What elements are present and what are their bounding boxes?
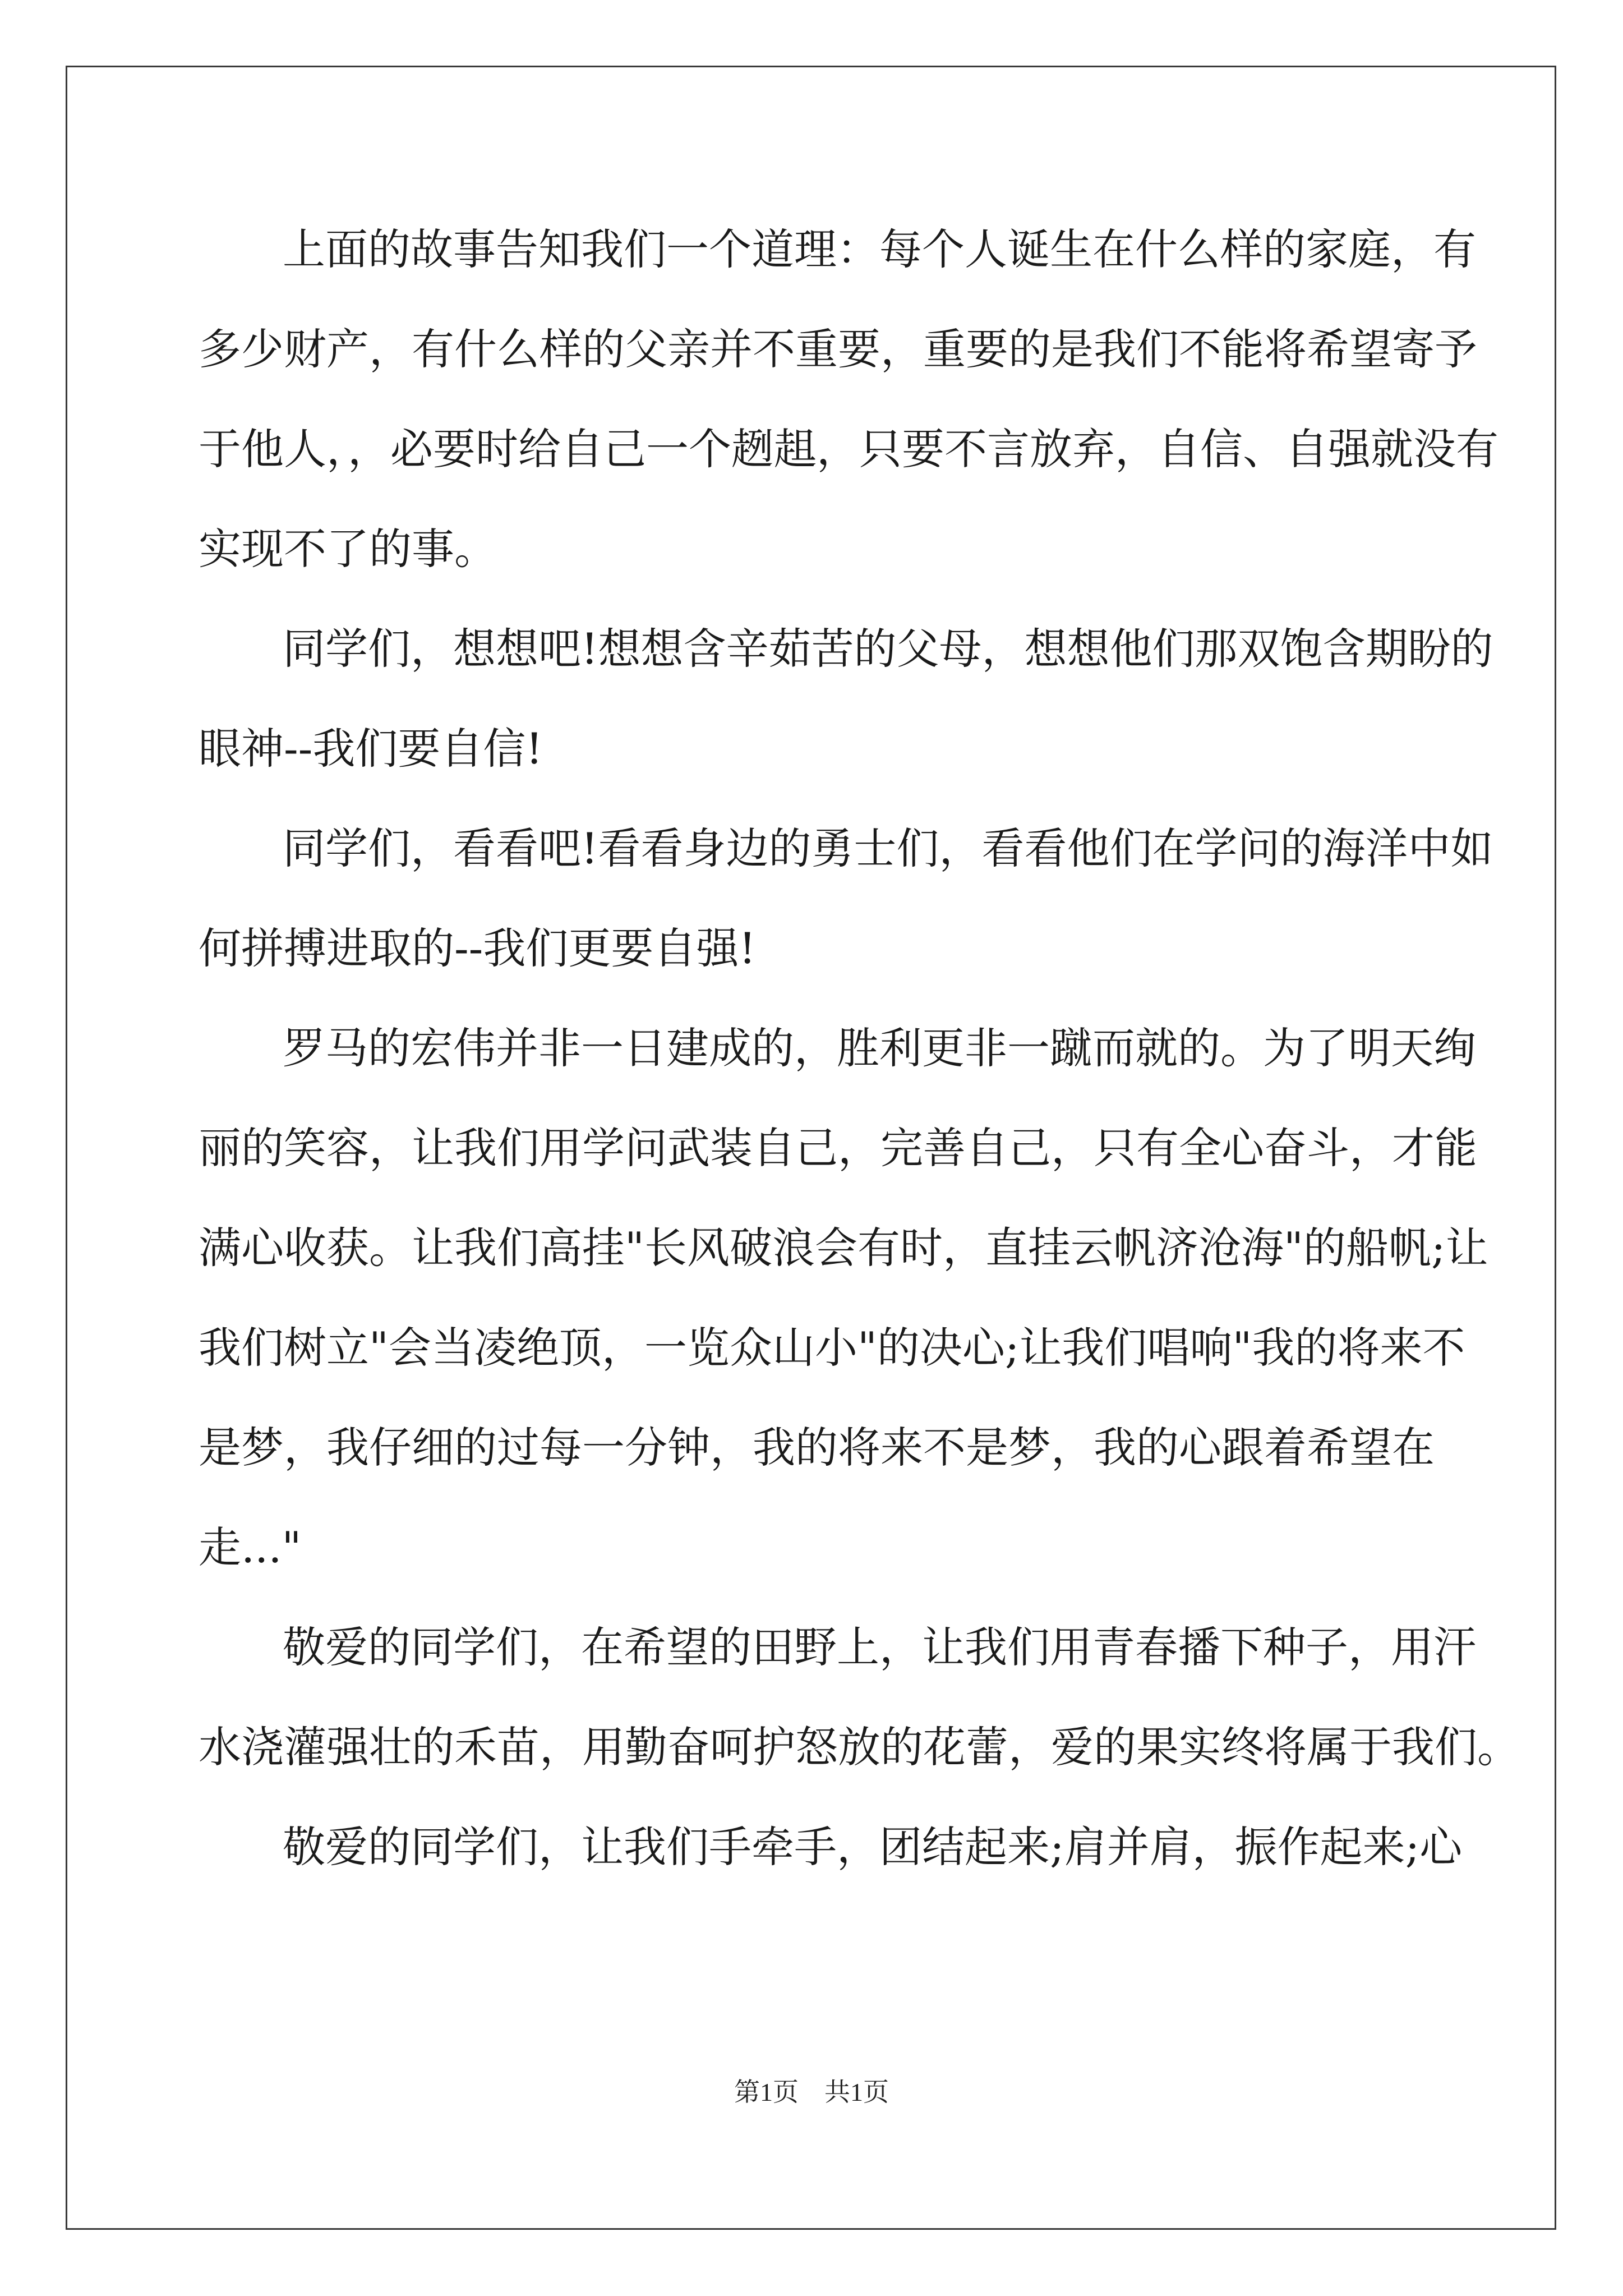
- text-line: 走...": [199, 1522, 302, 1572]
- page-total: 共1页: [824, 2078, 889, 2106]
- text-line: 水浇灌强壮的禾苗，用勤奋呵护怒放的花蕾，爱的果实终将属于我们。: [199, 1722, 1520, 1772]
- text-line: 于他人，，必要时给自己一个趔趄，只要不言放弃，自信、自强就没有: [199, 424, 1498, 474]
- page-footer: [0, 2076, 1623, 2109]
- text-line: 敬爱的同学们，让我们手牵手，团结起来;肩并肩，振作起来;心: [283, 1822, 1463, 1872]
- text-line: 眼神--我们要自信!: [199, 724, 543, 774]
- text-line: 同学们，想想吧!想想含辛茹苦的父母，想想他们那双饱含期盼的: [283, 624, 1493, 674]
- text-line: 同学们，看看吧!看看身边的勇士们，看看他们在学问的海洋中如: [283, 823, 1493, 873]
- text-line: 多少财产，有什么样的父亲并不重要，重要的是我们不能将希望寄予: [199, 324, 1477, 374]
- text-line: 实现不了的事。: [199, 524, 497, 574]
- text-line: 是梦，我仔细的过每一分钟，我的将来不是梦，我的心跟着希望在: [199, 1423, 1435, 1473]
- text-line: 满心收获。让我们高挂"长风破浪会有时，直挂云帆济沧海"的船帆;让: [199, 1223, 1488, 1273]
- text-line: 丽的笑容，让我们用学问武装自己，完善自己，只有全心奋斗，才能: [199, 1123, 1477, 1173]
- page-number: 第1页: [734, 2078, 799, 2106]
- text-line: 罗马的宏伟并非一日建成的，胜利更非一蹴而就的。为了明天绚: [283, 1023, 1476, 1073]
- text-line: 上面的故事告知我们一个道理：每个人诞生在什么样的家庭，有: [283, 224, 1476, 274]
- text-line: 我们树立"会当凌绝顶，一览众山小"的决心;让我们唱响"我的将来不: [199, 1323, 1465, 1373]
- text-line: 何拼搏进取的--我们更要自强!: [199, 923, 756, 973]
- text-line: 敬爱的同学们，在希望的田野上，让我们用青春播下种子，用汗: [283, 1622, 1476, 1672]
